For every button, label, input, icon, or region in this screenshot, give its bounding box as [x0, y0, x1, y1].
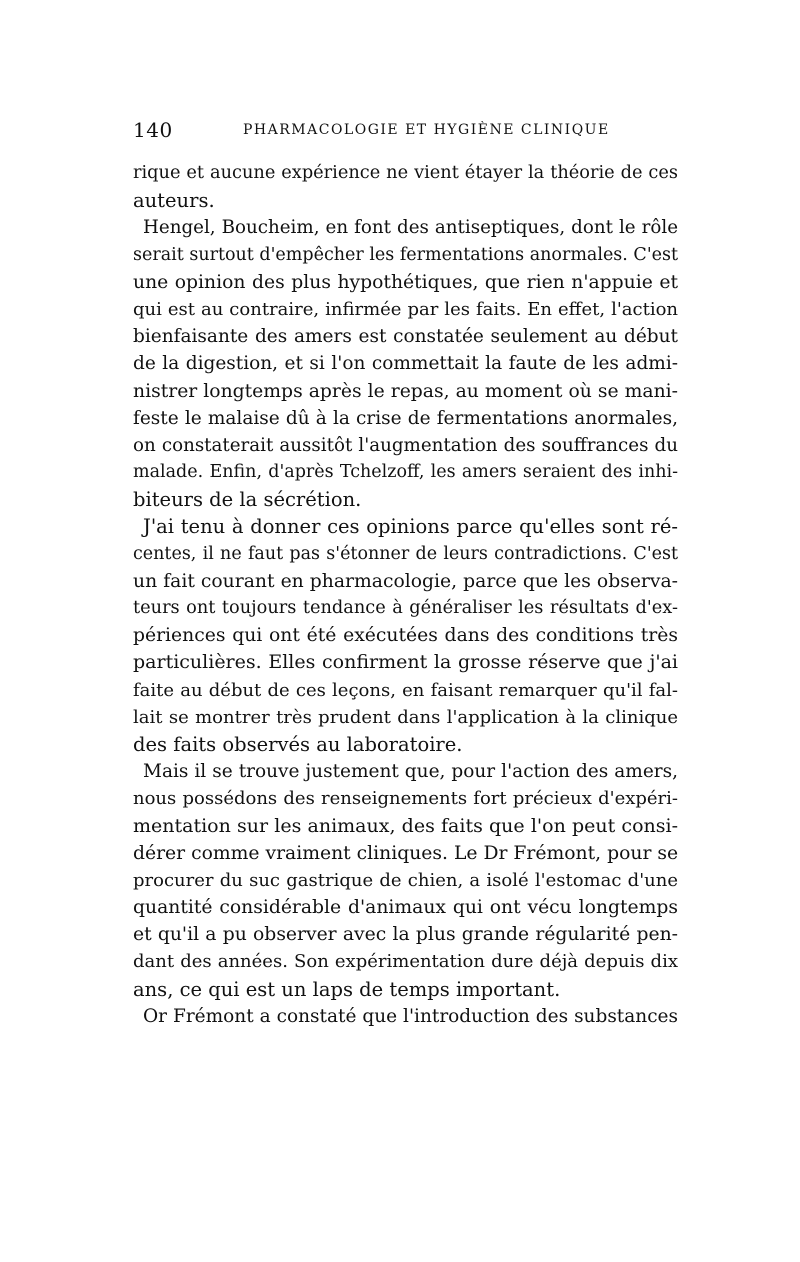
page-number: 140	[133, 118, 173, 142]
text-line: dant des années. Son expérimentation dure déjà depuis dix	[133, 951, 678, 973]
text-line: périences qui ont été exécutées dans des conditions très	[133, 625, 678, 647]
text-line: mentation sur les animaux, des faits que l'on peut consi-	[133, 814, 678, 837]
text-line: auteurs.	[133, 189, 215, 213]
text-line: procurer du suc gastrique de chien, a isolé l'estomac d'une	[133, 869, 678, 891]
text-line: ans, ce qui est un laps de temps important.	[133, 977, 561, 1001]
text-line: lait se montrer très prudent dans l'application à la clinique	[133, 706, 678, 728]
text-line: faite au début de ces leçons, en faisant remarquer qu'il fal-	[133, 679, 678, 701]
text-line: centes, il ne faut pas s'étonner de leurs contradictions. C'est	[133, 543, 678, 564]
text-line: une opinion des plus hypothétiques, que rien n'appuie et	[133, 271, 678, 293]
text-line: feste le malaise dû à la crise de fermentations anormales,	[133, 407, 678, 429]
text-line: Mais il se trouve justement que, pour l'action des amers,	[143, 761, 678, 783]
text-line: particulières. Elles confirment la grosse réserve que j'ai	[133, 651, 678, 674]
page-header	[133, 118, 678, 144]
text-line: et qu'il a pu observer avec la plus grande régularité pen-	[133, 924, 678, 946]
text-line: biteurs de la sécrétion.	[133, 488, 362, 512]
text-line: quantité considérable d'animaux qui ont vécu longtemps	[133, 897, 678, 919]
body-text	[133, 160, 678, 1030]
text-line: bienfaisante des amers est constatée seulement au début	[133, 326, 678, 348]
text-line: teurs ont toujours tendance à généraliser les résultats d'ex-	[133, 598, 678, 618]
text-line: Hengel, Boucheim, en font des antiseptiques, dont le rôle	[143, 217, 678, 239]
text-line: malade. Enfin, d'après Tchelzoff, les amers seraient des inhi-	[133, 462, 678, 483]
text-line: de la digestion, et si l'on commettait la faute de les admi-	[133, 353, 678, 375]
text-line: serait surtout d'empêcher les fermentations anormales. C'est	[133, 244, 678, 265]
text-line: Or Frémont a constaté que l'introduction des substances	[143, 1005, 678, 1027]
text-line: J'ai tenu à donner ces opinions parce qu'elles sont ré-	[143, 515, 678, 539]
text-line: des faits observés au laboratoire.	[133, 732, 463, 756]
text-line: un fait courant en pharmacologie, parce que les observa-	[133, 570, 678, 592]
text-line: on constaterait aussitôt l'augmentation des souffrances du	[133, 434, 678, 456]
text-line: dérer comme vraiment cliniques. Le Dr Frémont, pour se	[133, 842, 678, 864]
text-line: nous possédons des renseignements fort précieux d'expéri-	[133, 788, 678, 810]
running-title: PHARMACOLOGIE ET HYGIÈNE CLINIQUE	[243, 122, 610, 138]
text-line: rique et aucune expérience ne vient étayer la théorie de ces	[133, 163, 678, 183]
text-line: qui est au contraire, infirmée par les faits. En effet, l'action	[133, 298, 678, 320]
text-line: nistrer longtemps après le repas, au moment où se mani-	[133, 380, 678, 402]
